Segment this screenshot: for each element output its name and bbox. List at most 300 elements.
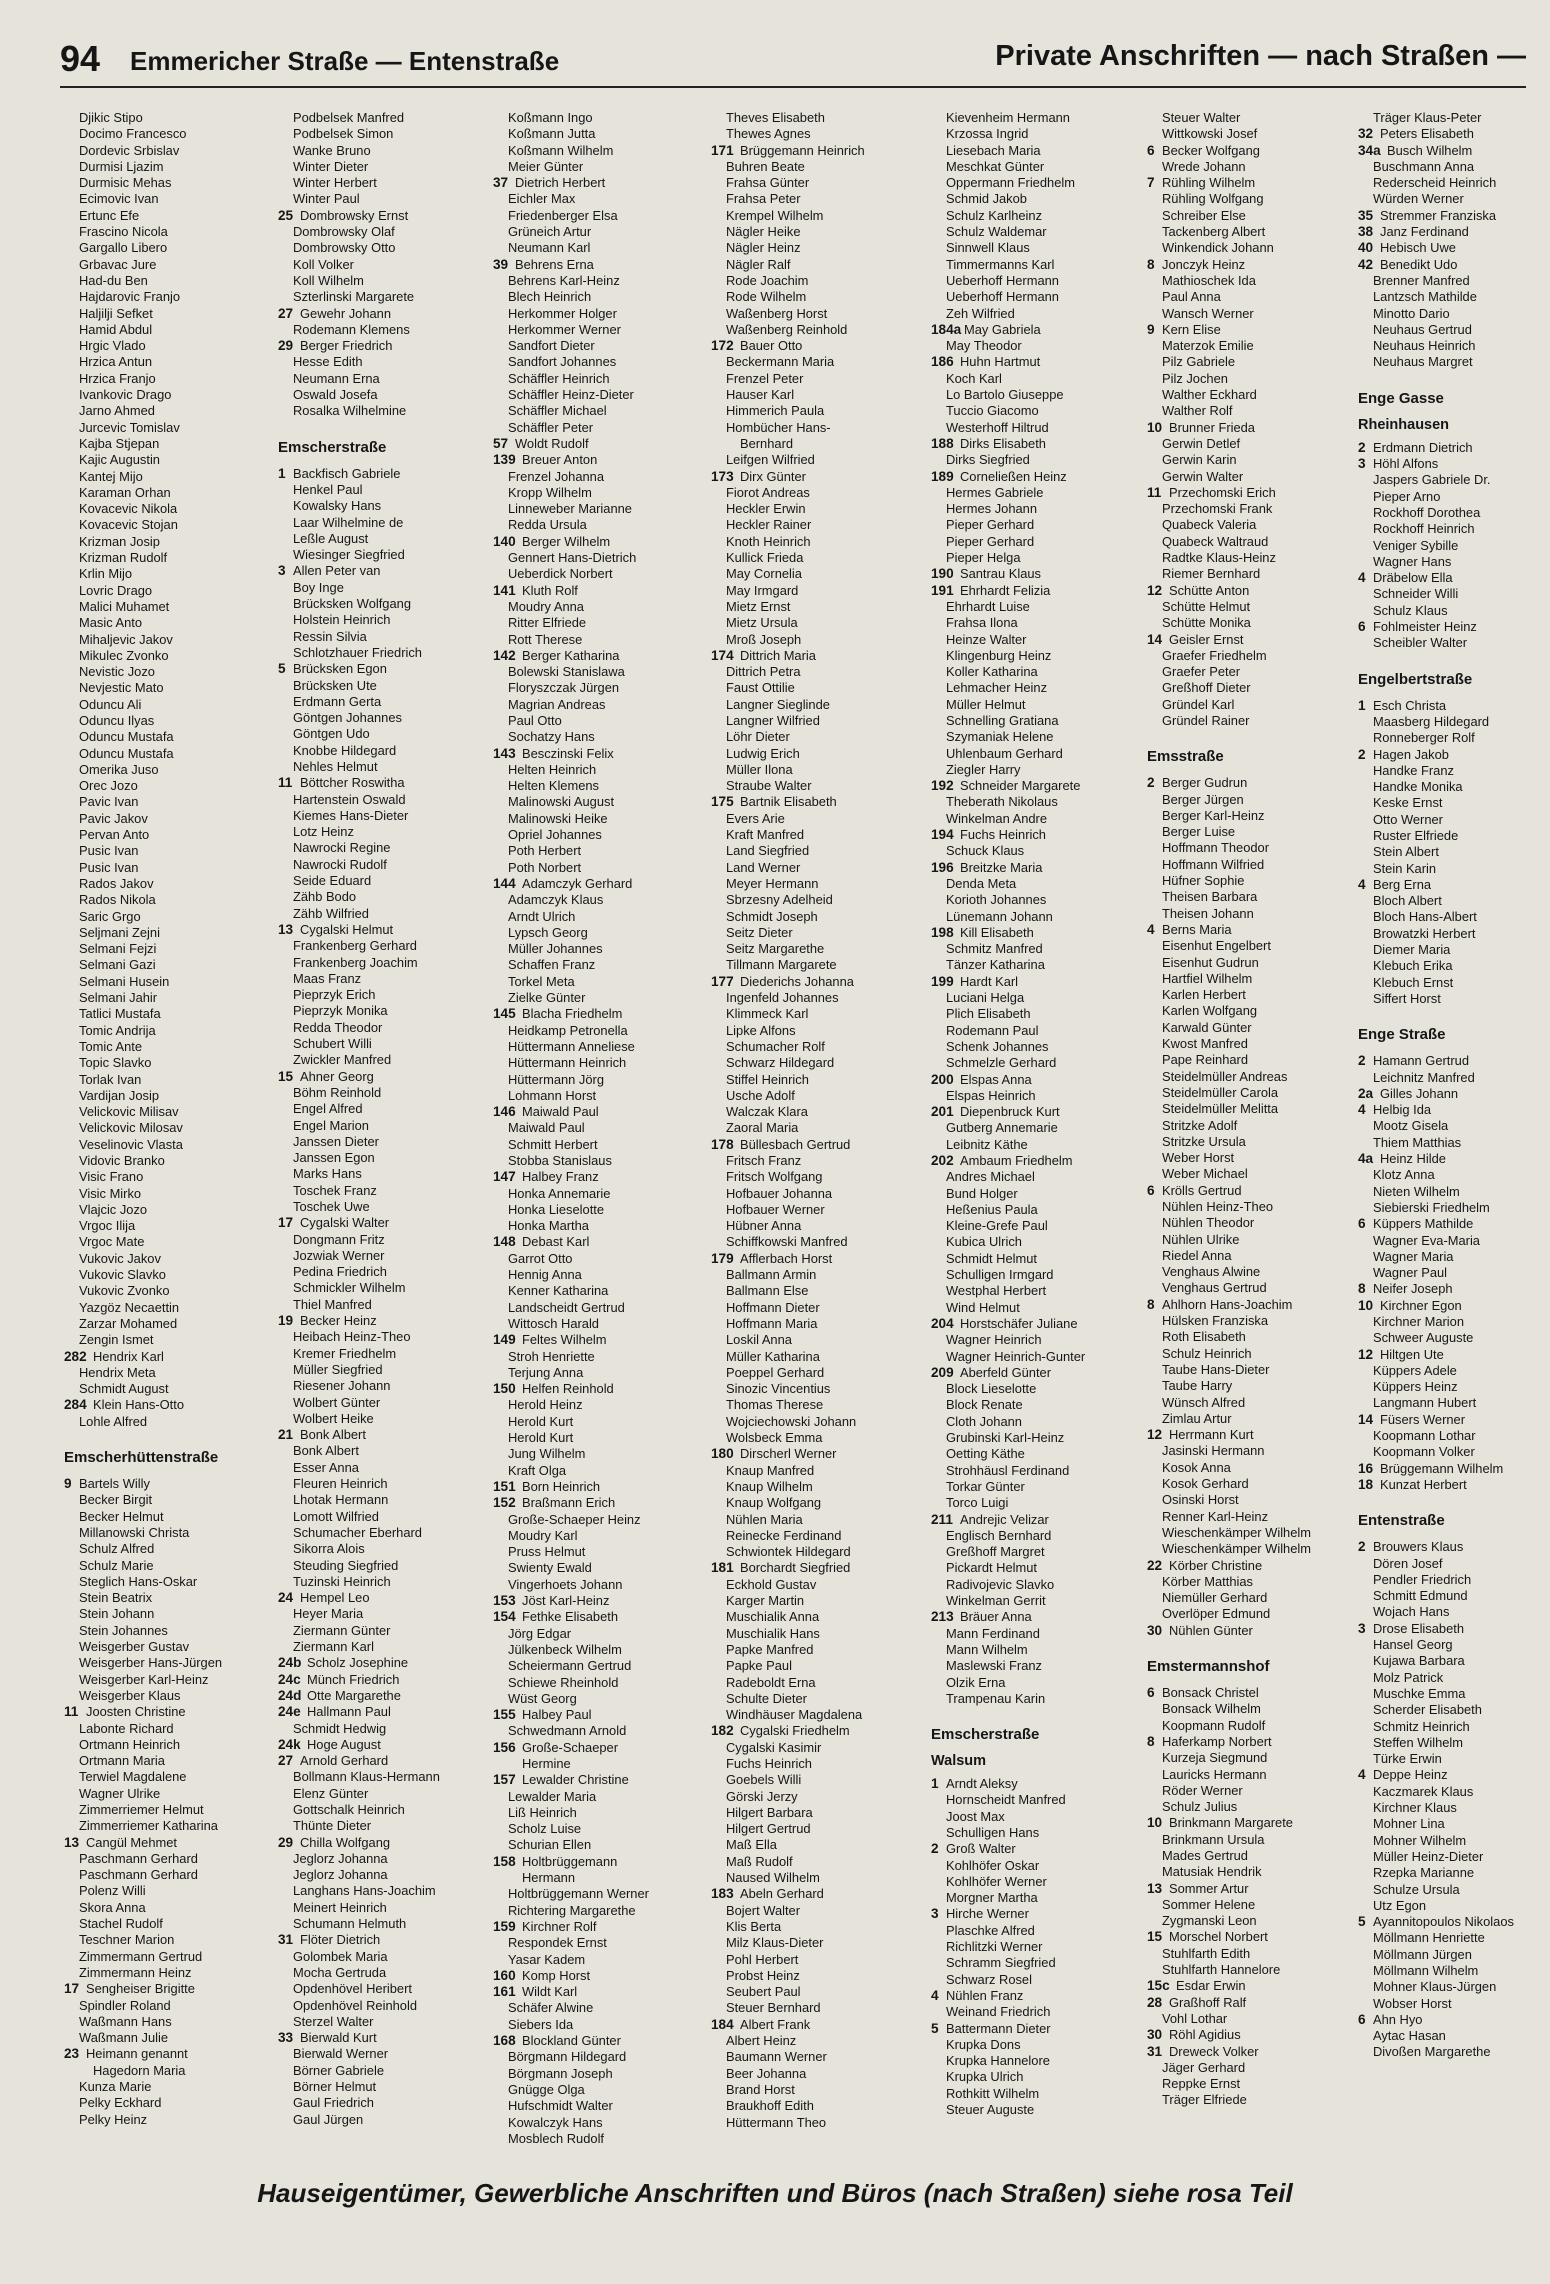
- resident-entry: [278, 1574, 498, 1590]
- resident-name: Knobbe Hildegard: [293, 742, 397, 758]
- resident-entry: [931, 1890, 1151, 1906]
- resident-name: Träger Klaus-Peter: [1373, 110, 1482, 125]
- resident-entry: [931, 1825, 1151, 1841]
- resident-name: Würden Werner: [1373, 191, 1464, 207]
- resident-entry: [493, 1186, 713, 1202]
- resident-name: Land Werner: [726, 859, 801, 875]
- resident-name: Rockhoff Heinrich: [1373, 521, 1475, 537]
- resident-name: Borchardt Siegfried: [740, 1560, 851, 1576]
- resident-name: Przechomski Erich: [1169, 484, 1276, 500]
- resident-entry: [711, 615, 931, 631]
- resident-name: Steuer Auguste: [946, 2102, 1035, 2118]
- resident-name: Buschmann Anna: [1373, 158, 1475, 174]
- resident-name: Cygalski Kasimir: [726, 1739, 822, 1755]
- resident-entry: [493, 2098, 713, 2114]
- resident-entry: [64, 485, 284, 501]
- resident-name: Szterlinski Margarete: [293, 289, 415, 305]
- resident-entry: [931, 2102, 1151, 2118]
- resident-name: Hoffmann Dieter: [726, 1299, 820, 1315]
- resident-name: Block Renate: [946, 1397, 1023, 1413]
- resident-entry: [711, 257, 931, 273]
- resident-name: Luciani Helga: [946, 990, 1025, 1006]
- resident-name: Topic Slavko: [79, 1055, 152, 1071]
- resident-name: Heidkamp Petronella: [508, 1022, 628, 1038]
- resident-entry: [493, 208, 713, 224]
- resident-name: Kohlhöfer Oskar: [946, 1857, 1040, 1873]
- resident-entry: [711, 599, 931, 615]
- resident-entry: [1147, 648, 1367, 664]
- resident-name: Ecimovic Ivan: [79, 191, 159, 207]
- resident-name: Koßmann Wilhelm: [508, 142, 614, 158]
- resident-name: Knaup Wolfgang: [726, 1495, 822, 1511]
- resident-entry: [711, 289, 931, 305]
- resident-name: Kirchner Egon: [1380, 1297, 1462, 1313]
- resident-entry: [931, 1593, 1151, 1609]
- house-number: 27: [278, 305, 294, 321]
- resident-entry: [493, 566, 713, 582]
- house-number: 204: [931, 1315, 954, 1331]
- resident-name: Helbig Ida: [1373, 1102, 1432, 1118]
- resident-entry: [1147, 1606, 1367, 1622]
- resident-entry: [278, 1476, 498, 1492]
- resident-entry: [931, 436, 1151, 452]
- directory-column: [493, 110, 713, 2147]
- resident-entry: [1358, 1363, 1550, 1379]
- resident-name: Kleine-Grefe Paul: [946, 1218, 1048, 1234]
- resident-name: Haferkamp Norbert: [1162, 1733, 1272, 1749]
- resident-entry: [278, 612, 498, 628]
- resident-name: Siffert Horst: [1373, 990, 1441, 1006]
- resident-entry: [931, 2086, 1151, 2102]
- house-number: 183: [711, 1886, 734, 1902]
- resident-entry: [1358, 1767, 1550, 1783]
- resident-entry: [64, 1851, 284, 1867]
- house-number: 16: [1358, 1460, 1374, 1476]
- resident-name: Dombrowsky Otto: [293, 240, 396, 256]
- resident-entry: [931, 1283, 1151, 1299]
- resident-name: Meier Günter: [508, 158, 584, 174]
- resident-entry: [278, 1460, 498, 1476]
- resident-name: Berger Gudrun: [1162, 775, 1248, 791]
- resident-name: Koll Wilhelm: [293, 272, 364, 288]
- resident-entry: [493, 860, 713, 876]
- resident-name: Omerika Juso: [79, 761, 159, 777]
- resident-entry: [711, 322, 931, 338]
- resident-entry: [711, 240, 931, 256]
- house-number: 32: [1358, 126, 1374, 142]
- resident-entry: [931, 1512, 1151, 1528]
- house-number: 29: [278, 1834, 294, 1850]
- resident-entry: [493, 1707, 713, 1723]
- resident-name: Gaul Jürgen: [293, 2111, 364, 2127]
- resident-name: Schäffler Michael: [508, 403, 607, 419]
- resident-entry: [493, 1740, 713, 1756]
- resident-entry: [278, 1264, 498, 1280]
- house-number: 181: [711, 1560, 734, 1576]
- resident-entry: [493, 1837, 713, 1853]
- resident-name: Hiltgen Ute: [1380, 1346, 1444, 1362]
- resident-name: Had-du Ben: [79, 272, 148, 288]
- resident-entry: [493, 1283, 713, 1299]
- resident-entry: [278, 191, 498, 207]
- resident-entry: [711, 1870, 931, 1886]
- resident-entry: [1147, 1297, 1367, 1313]
- resident-entry: [493, 273, 713, 289]
- resident-entry: [493, 1300, 713, 1316]
- resident-name: Pavic Jakov: [79, 810, 148, 826]
- resident-name: Winter Herbert: [293, 175, 377, 191]
- resident-entry: [711, 1560, 931, 1576]
- resident-entry: [711, 1414, 931, 1430]
- resident-entry: [931, 990, 1151, 1006]
- resident-name: Plaschke Alfred: [946, 1922, 1035, 1938]
- resident-entry: [1147, 1150, 1367, 1166]
- resident-name: Hrzica Franjo: [79, 370, 156, 386]
- resident-entry: [1358, 322, 1550, 338]
- house-number: 158: [493, 1853, 516, 1869]
- resident-entry: [931, 306, 1151, 322]
- directory-column: [64, 110, 284, 2128]
- resident-name: Schwedmann Arnold: [508, 1723, 627, 1739]
- resident-name: Breitzke Maria: [960, 859, 1043, 875]
- resident-name: Otte Margarethe: [307, 1687, 401, 1703]
- resident-name: Wojach Hans: [1373, 1604, 1450, 1620]
- resident-entry: [64, 420, 284, 436]
- resident-entry: [278, 1443, 498, 1459]
- resident-name: Möllmann Henriette: [1373, 1930, 1485, 1946]
- resident-entry: [64, 371, 284, 387]
- resident-name: Ingenfeld Johannes: [726, 990, 839, 1006]
- resident-name: Malici Muhamet: [79, 598, 170, 614]
- resident-name: Poth Herbert: [508, 843, 582, 859]
- resident-entry: [931, 1972, 1151, 1988]
- resident-entry: [711, 1919, 931, 1935]
- resident-name: Vrgoc Mate: [79, 1234, 145, 1250]
- resident-name: Höhl Alfons: [1373, 456, 1439, 472]
- resident-entry: [278, 1199, 498, 1215]
- resident-entry: [493, 534, 713, 550]
- resident-name: Rederscheid Heinrich: [1373, 175, 1497, 191]
- resident-name: Moudry Karl: [508, 1527, 578, 1543]
- house-number: 3: [278, 563, 286, 579]
- resident-entry: [711, 403, 931, 419]
- resident-name: Fritsch Franz: [726, 1153, 802, 1168]
- resident-entry: [278, 808, 498, 824]
- resident-name: Müller Siegfried: [293, 1361, 383, 1377]
- house-number: 4: [1358, 1102, 1366, 1118]
- directory-column: [278, 110, 498, 2128]
- resident-name: Neumann Erna: [293, 370, 380, 386]
- resident-name: Maiwald Paul: [508, 1120, 585, 1136]
- resident-entry: [1358, 844, 1550, 860]
- house-number: 19: [278, 1313, 294, 1329]
- resident-name: Zähb Bodo: [293, 889, 357, 905]
- resident-entry: [64, 1965, 284, 1981]
- resident-name: Schmidt August: [79, 1381, 169, 1397]
- resident-entry: [64, 1883, 284, 1899]
- resident-entry: [278, 387, 498, 403]
- resident-entry: [493, 1023, 713, 1039]
- resident-name: Schuck Klaus: [946, 843, 1025, 859]
- resident-name: Herrmann Kurt: [1169, 1427, 1254, 1443]
- resident-entry: [278, 1900, 498, 1916]
- house-number: 152: [493, 1495, 516, 1511]
- resident-entry: [64, 990, 284, 1006]
- resident-name: Halbey Franz: [522, 1169, 599, 1185]
- resident-entry: [278, 889, 498, 905]
- resident-name: Ueberdick Norbert: [508, 566, 613, 582]
- resident-entry: [931, 583, 1151, 599]
- resident-name: Oetting Käthe: [946, 1446, 1025, 1462]
- resident-entry: [711, 1072, 931, 1088]
- resident-name: Bauer Otto: [740, 338, 803, 354]
- district-heading: Walsum: [931, 1753, 987, 1770]
- resident-name: Bund Holger: [946, 1185, 1018, 1201]
- resident-entry: [931, 517, 1151, 533]
- resident-name: Taube Hans-Dieter: [1162, 1361, 1270, 1377]
- resident-name: Langmann Hubert: [1373, 1395, 1477, 1411]
- resident-entry: [64, 354, 284, 370]
- resident-entry: [711, 1837, 931, 1853]
- resident-entry: [278, 1297, 498, 1313]
- resident-entry: [493, 1316, 713, 1332]
- resident-name: Nehles Helmut: [293, 758, 378, 774]
- resident-name: Jarno Ahmed: [79, 403, 155, 419]
- house-number: 173: [711, 468, 734, 484]
- resident-entry: [493, 1414, 713, 1430]
- resident-name: Müller Katharina: [726, 1348, 820, 1364]
- resident-name: Mihaljevic Jakov: [79, 631, 173, 647]
- resident-entry: [64, 599, 284, 615]
- resident-name: Graßhoff Ralf: [1169, 1994, 1247, 2010]
- resident-entry: [711, 2098, 931, 2114]
- resident-name: Karlen Herbert: [1162, 987, 1246, 1003]
- resident-entry: [493, 941, 713, 957]
- resident-name: Hilgert Gertrud: [726, 1821, 811, 1837]
- street-heading: Emstermannshof: [1147, 1658, 1270, 1676]
- resident-entry: [64, 1769, 284, 1785]
- resident-entry: [1358, 1428, 1550, 1444]
- resident-entry: [493, 1088, 713, 1104]
- resident-entry: [711, 1316, 931, 1332]
- resident-name: Tomic Andrija: [79, 1022, 156, 1038]
- resident-name: Zielke Günter: [508, 990, 586, 1006]
- resident-name: Müller Ilona: [726, 761, 793, 777]
- resident-name: Nägler Ralf: [726, 256, 791, 272]
- resident-entry: [278, 1769, 498, 1785]
- resident-name: Schaffen Franz: [508, 957, 596, 973]
- resident-name: Karlen Wolfgang: [1162, 1003, 1258, 1019]
- resident-name: Honka Lieselotte: [508, 1201, 605, 1217]
- house-number: 4: [931, 1987, 939, 2003]
- resident-name: Elspas Anna: [960, 1071, 1032, 1087]
- resident-name: Klis Berta: [726, 1918, 782, 1934]
- resident-entry: [278, 1786, 498, 1802]
- resident-entry: [278, 2095, 498, 2111]
- resident-entry: [1358, 554, 1550, 570]
- resident-name: Maasberg Hildegard: [1373, 713, 1490, 729]
- resident-name: Zaoral Maria: [726, 1120, 799, 1136]
- house-number: 191: [931, 582, 954, 598]
- resident-name: Weisgerber Gustav: [79, 1639, 190, 1655]
- resident-name: Schlotzhauer Friedrich: [293, 644, 422, 660]
- resident-name: Brinkmann Margarete: [1169, 1815, 1293, 1831]
- resident-entry: [1147, 1069, 1367, 1085]
- resident-name: Velickovic Milisav: [79, 1104, 179, 1120]
- resident-entry: [711, 1251, 931, 1267]
- resident-entry: [1358, 812, 1550, 828]
- resident-entry: [711, 746, 931, 762]
- resident-name: Theberath Nikolaus: [946, 794, 1058, 810]
- resident-name: Vardijan Josip: [79, 1087, 160, 1103]
- street-heading: Entenstraße: [1358, 1512, 1445, 1530]
- resident-entry: [931, 1153, 1151, 1169]
- resident-entry: [1358, 1947, 1550, 1963]
- resident-name: Otto Werner: [1373, 811, 1443, 827]
- resident-name: Brouwers Klaus: [1373, 1539, 1464, 1555]
- resident-entry: [64, 1981, 284, 1997]
- resident-name: Sengheiser Brigitte: [86, 1981, 195, 1997]
- resident-entry: [1147, 1346, 1367, 1362]
- resident-name: Swienty Ewald: [508, 1560, 592, 1576]
- resident-name: Berger Wilhelm: [522, 533, 611, 549]
- resident-name: Pruss Helmut: [508, 1544, 586, 1560]
- resident-name: Pervan Anto: [79, 827, 150, 843]
- resident-name: Zarzar Mohamed: [79, 1315, 178, 1331]
- resident-entry: [711, 892, 931, 908]
- resident-name: Berger Friedrich: [300, 338, 393, 354]
- resident-entry: [1358, 763, 1550, 779]
- resident-entry: [64, 1509, 284, 1525]
- resident-entry: [1147, 615, 1367, 631]
- resident-name: Terjung Anna: [508, 1364, 584, 1380]
- resident-name: Honka Martha: [508, 1218, 589, 1234]
- resident-entry: [1147, 971, 1367, 987]
- resident-entry: [1358, 1249, 1550, 1265]
- resident-name: Milz Klaus-Dieter: [726, 1935, 824, 1951]
- resident-entry: [278, 547, 498, 563]
- resident-name: Ruster Elfriede: [1373, 827, 1459, 843]
- resident-entry: [64, 1039, 284, 1055]
- resident-name: Hermann: [522, 1870, 576, 1886]
- resident-name: Kenner Katharina: [508, 1283, 609, 1299]
- resident-entry: [278, 208, 498, 224]
- resident-name: Große-Schaeper: [522, 1739, 619, 1755]
- resident-name: Dirscherl Werner: [740, 1446, 837, 1462]
- resident-entry: [931, 1072, 1151, 1088]
- resident-name: Tuzinski Heinrich: [293, 1573, 391, 1589]
- resident-name: Riesener Johann: [293, 1378, 391, 1394]
- resident-name: Muschke Emma: [1373, 1685, 1466, 1701]
- resident-name: Schnelling Gratiana: [946, 712, 1059, 728]
- house-number: 24c: [278, 1671, 301, 1687]
- resident-entry: [64, 1104, 284, 1120]
- resident-name: Hülsken Franziska: [1162, 1313, 1269, 1329]
- resident-entry: [64, 2079, 284, 2095]
- resident-name: Koopmann Lothar: [1373, 1428, 1476, 1444]
- resident-entry: [1358, 958, 1550, 974]
- resident-name: Drose Elisabeth: [1373, 1620, 1464, 1636]
- resident-name: Hallmann Paul: [307, 1704, 391, 1720]
- house-number: 11: [64, 1704, 79, 1720]
- resident-entry: [493, 1609, 713, 1625]
- resident-entry: [64, 632, 284, 648]
- resident-entry: [64, 1055, 284, 1071]
- resident-entry: [64, 1900, 284, 1916]
- resident-entry: [64, 583, 284, 599]
- resident-entry: [1147, 2011, 1367, 2027]
- resident-entry: [711, 1609, 931, 1625]
- resident-entry: [278, 840, 498, 856]
- resident-entry: [1358, 1621, 1550, 1637]
- resident-name: Oppermann Friedhelm: [946, 175, 1075, 191]
- resident-entry: [711, 469, 931, 485]
- resident-name: Hüttermann Anneliese: [508, 1038, 635, 1054]
- resident-entry: [711, 1789, 931, 1805]
- resident-name: Kubica Ulrich: [946, 1234, 1022, 1250]
- resident-entry: [278, 1069, 498, 1085]
- resident-name: Riedel Anna: [1162, 1247, 1232, 1263]
- resident-name: Rode Wilhelm: [726, 289, 807, 305]
- resident-entry: [278, 1851, 498, 1867]
- resident-entry: [64, 729, 284, 745]
- resident-name: Tatlici Mustafa: [79, 1006, 161, 1022]
- resident-entry: [931, 1186, 1151, 1202]
- resident-name: Zimmerriemer Katharina: [79, 1818, 218, 1834]
- resident-entry: [931, 387, 1151, 403]
- resident-name: Mootz Gisela: [1373, 1118, 1449, 1134]
- resident-entry: [1147, 1978, 1367, 1994]
- resident-entry: [1147, 1558, 1367, 1574]
- resident-name: Paschmann Gerhard: [79, 1850, 198, 1866]
- resident-entry: [1147, 1052, 1367, 1068]
- resident-name: Djikic Stipo: [79, 110, 143, 125]
- resident-name: Timmermanns Karl: [946, 256, 1055, 272]
- resident-name: Hoge August: [307, 1736, 381, 1752]
- resident-entry: [493, 110, 713, 126]
- resident-name: Feltes Wilhelm: [522, 1332, 607, 1348]
- resident-name: Pieprzyk Monika: [293, 1003, 388, 1019]
- resident-name: Brand Horst: [726, 2081, 795, 2097]
- resident-entry: [1147, 1313, 1367, 1329]
- house-number: 182: [711, 1723, 734, 1739]
- resident-name: Lauricks Hermann: [1162, 1766, 1267, 1782]
- resident-entry: [64, 778, 284, 794]
- resident-name: Wagner Eva-Maria: [1373, 1232, 1480, 1248]
- resident-name: Sommer Artur: [1169, 1880, 1249, 1896]
- resident-entry: [1147, 387, 1367, 403]
- resident-name: Klingenburg Heinz: [946, 647, 1052, 663]
- resident-name: Vidovic Branko: [79, 1153, 165, 1168]
- resident-entry: [1358, 1298, 1550, 1314]
- resident-name: Quabeck Valeria: [1162, 517, 1257, 533]
- resident-entry: [1147, 1897, 1367, 1913]
- resident-name: Schreiber Else: [1162, 207, 1246, 223]
- resident-entry: [493, 729, 713, 745]
- resident-entry: [1147, 1509, 1367, 1525]
- resident-name: Kovacevic Stojan: [79, 517, 178, 533]
- resident-entry: [493, 746, 713, 762]
- resident-name: Wolbert Günter: [293, 1394, 381, 1410]
- resident-entry: [1147, 1036, 1367, 1052]
- resident-name: Sikorra Alois: [293, 1541, 365, 1557]
- resident-name: Wiesinger Siegfried: [293, 547, 405, 563]
- resident-name: Beckermann Maria: [726, 354, 835, 370]
- resident-entry: [931, 224, 1151, 240]
- resident-name: Erdmann Gerta: [293, 693, 382, 709]
- resident-entry: [711, 1984, 931, 2000]
- resident-entry: [1147, 1118, 1367, 1134]
